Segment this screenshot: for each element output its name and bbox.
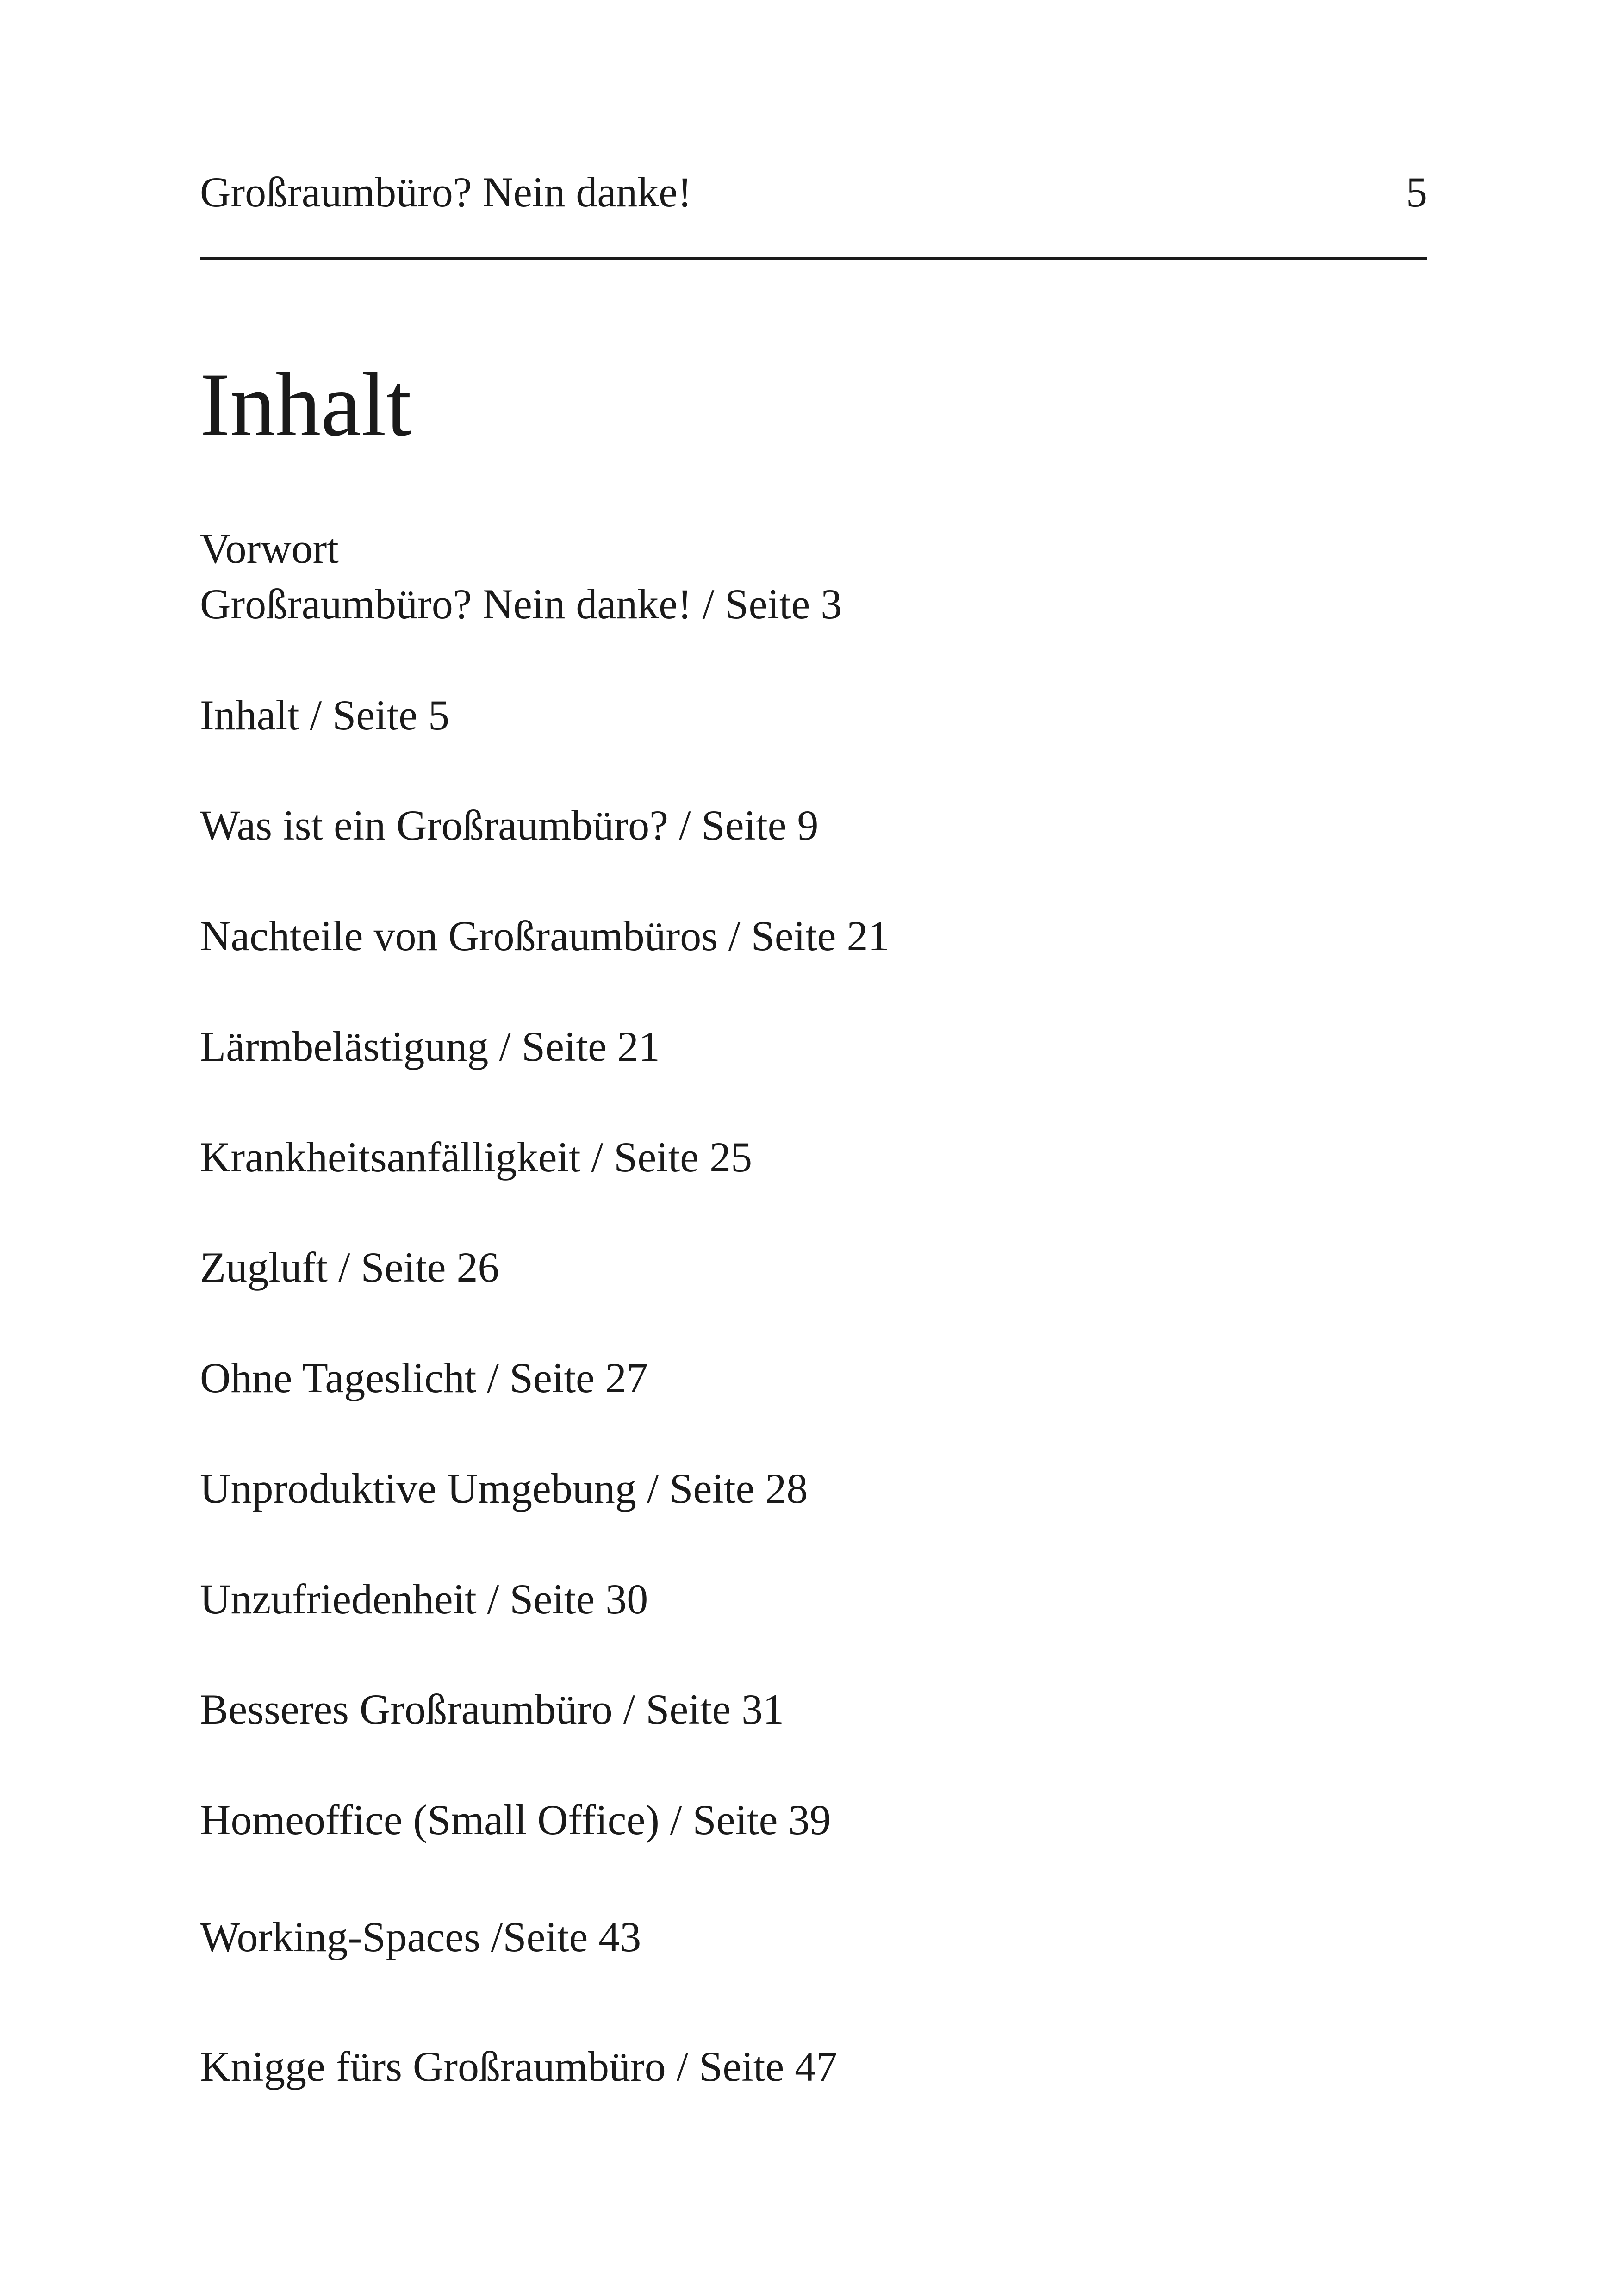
toc-entry-vorwort-title: Großraumbüro? Nein danke! / Seite 3 (200, 580, 842, 628)
running-title: Großraumbüro? Nein danke! (200, 168, 692, 216)
header-divider (200, 257, 1427, 260)
running-header (200, 167, 1427, 218)
toc-entry-zugluft: Zugluft / Seite 26 (200, 1244, 499, 1291)
toc-entry-was-ist: Was ist ein Großraumbüro? / Seite 9 (200, 802, 819, 849)
toc-entry-nachteile: Nachteile von Großraumbüros / Seite 21 (200, 912, 890, 959)
toc-entry-unproduktiv: Unproduktive Umgebung / Seite 28 (200, 1465, 808, 1512)
toc-entry-working-spaces: Working-Spaces /Seite 43 (200, 1913, 641, 1960)
toc-entry-unzufriedenheit: Unzufriedenheit / Seite 30 (200, 1575, 648, 1623)
toc-entry-inhalt: Inhalt / Seite 5 (200, 691, 450, 739)
toc-entry-besseres: Besseres Großraumbüro / Seite 31 (200, 1686, 784, 1733)
page-number: 5 (1406, 168, 1427, 216)
toc-entry-tageslicht: Ohne Tageslicht / Seite 27 (200, 1354, 648, 1401)
toc-entry-laermbelaestigung: Lärmbelästigung / Seite 21 (200, 1023, 660, 1070)
toc-entry-vorwort: Vorwort (200, 525, 339, 572)
toc-entry-knigge: Knigge fürs Großraumbüro / Seite 47 (200, 2043, 838, 2090)
toc-entry-homeoffice: Homeoffice (Small Office) / Seite 39 (200, 1796, 831, 1843)
toc-heading: Inhalt (200, 355, 412, 455)
toc-entry-krankheit: Krankheitsanfälligkeit / Seite 25 (200, 1133, 753, 1181)
